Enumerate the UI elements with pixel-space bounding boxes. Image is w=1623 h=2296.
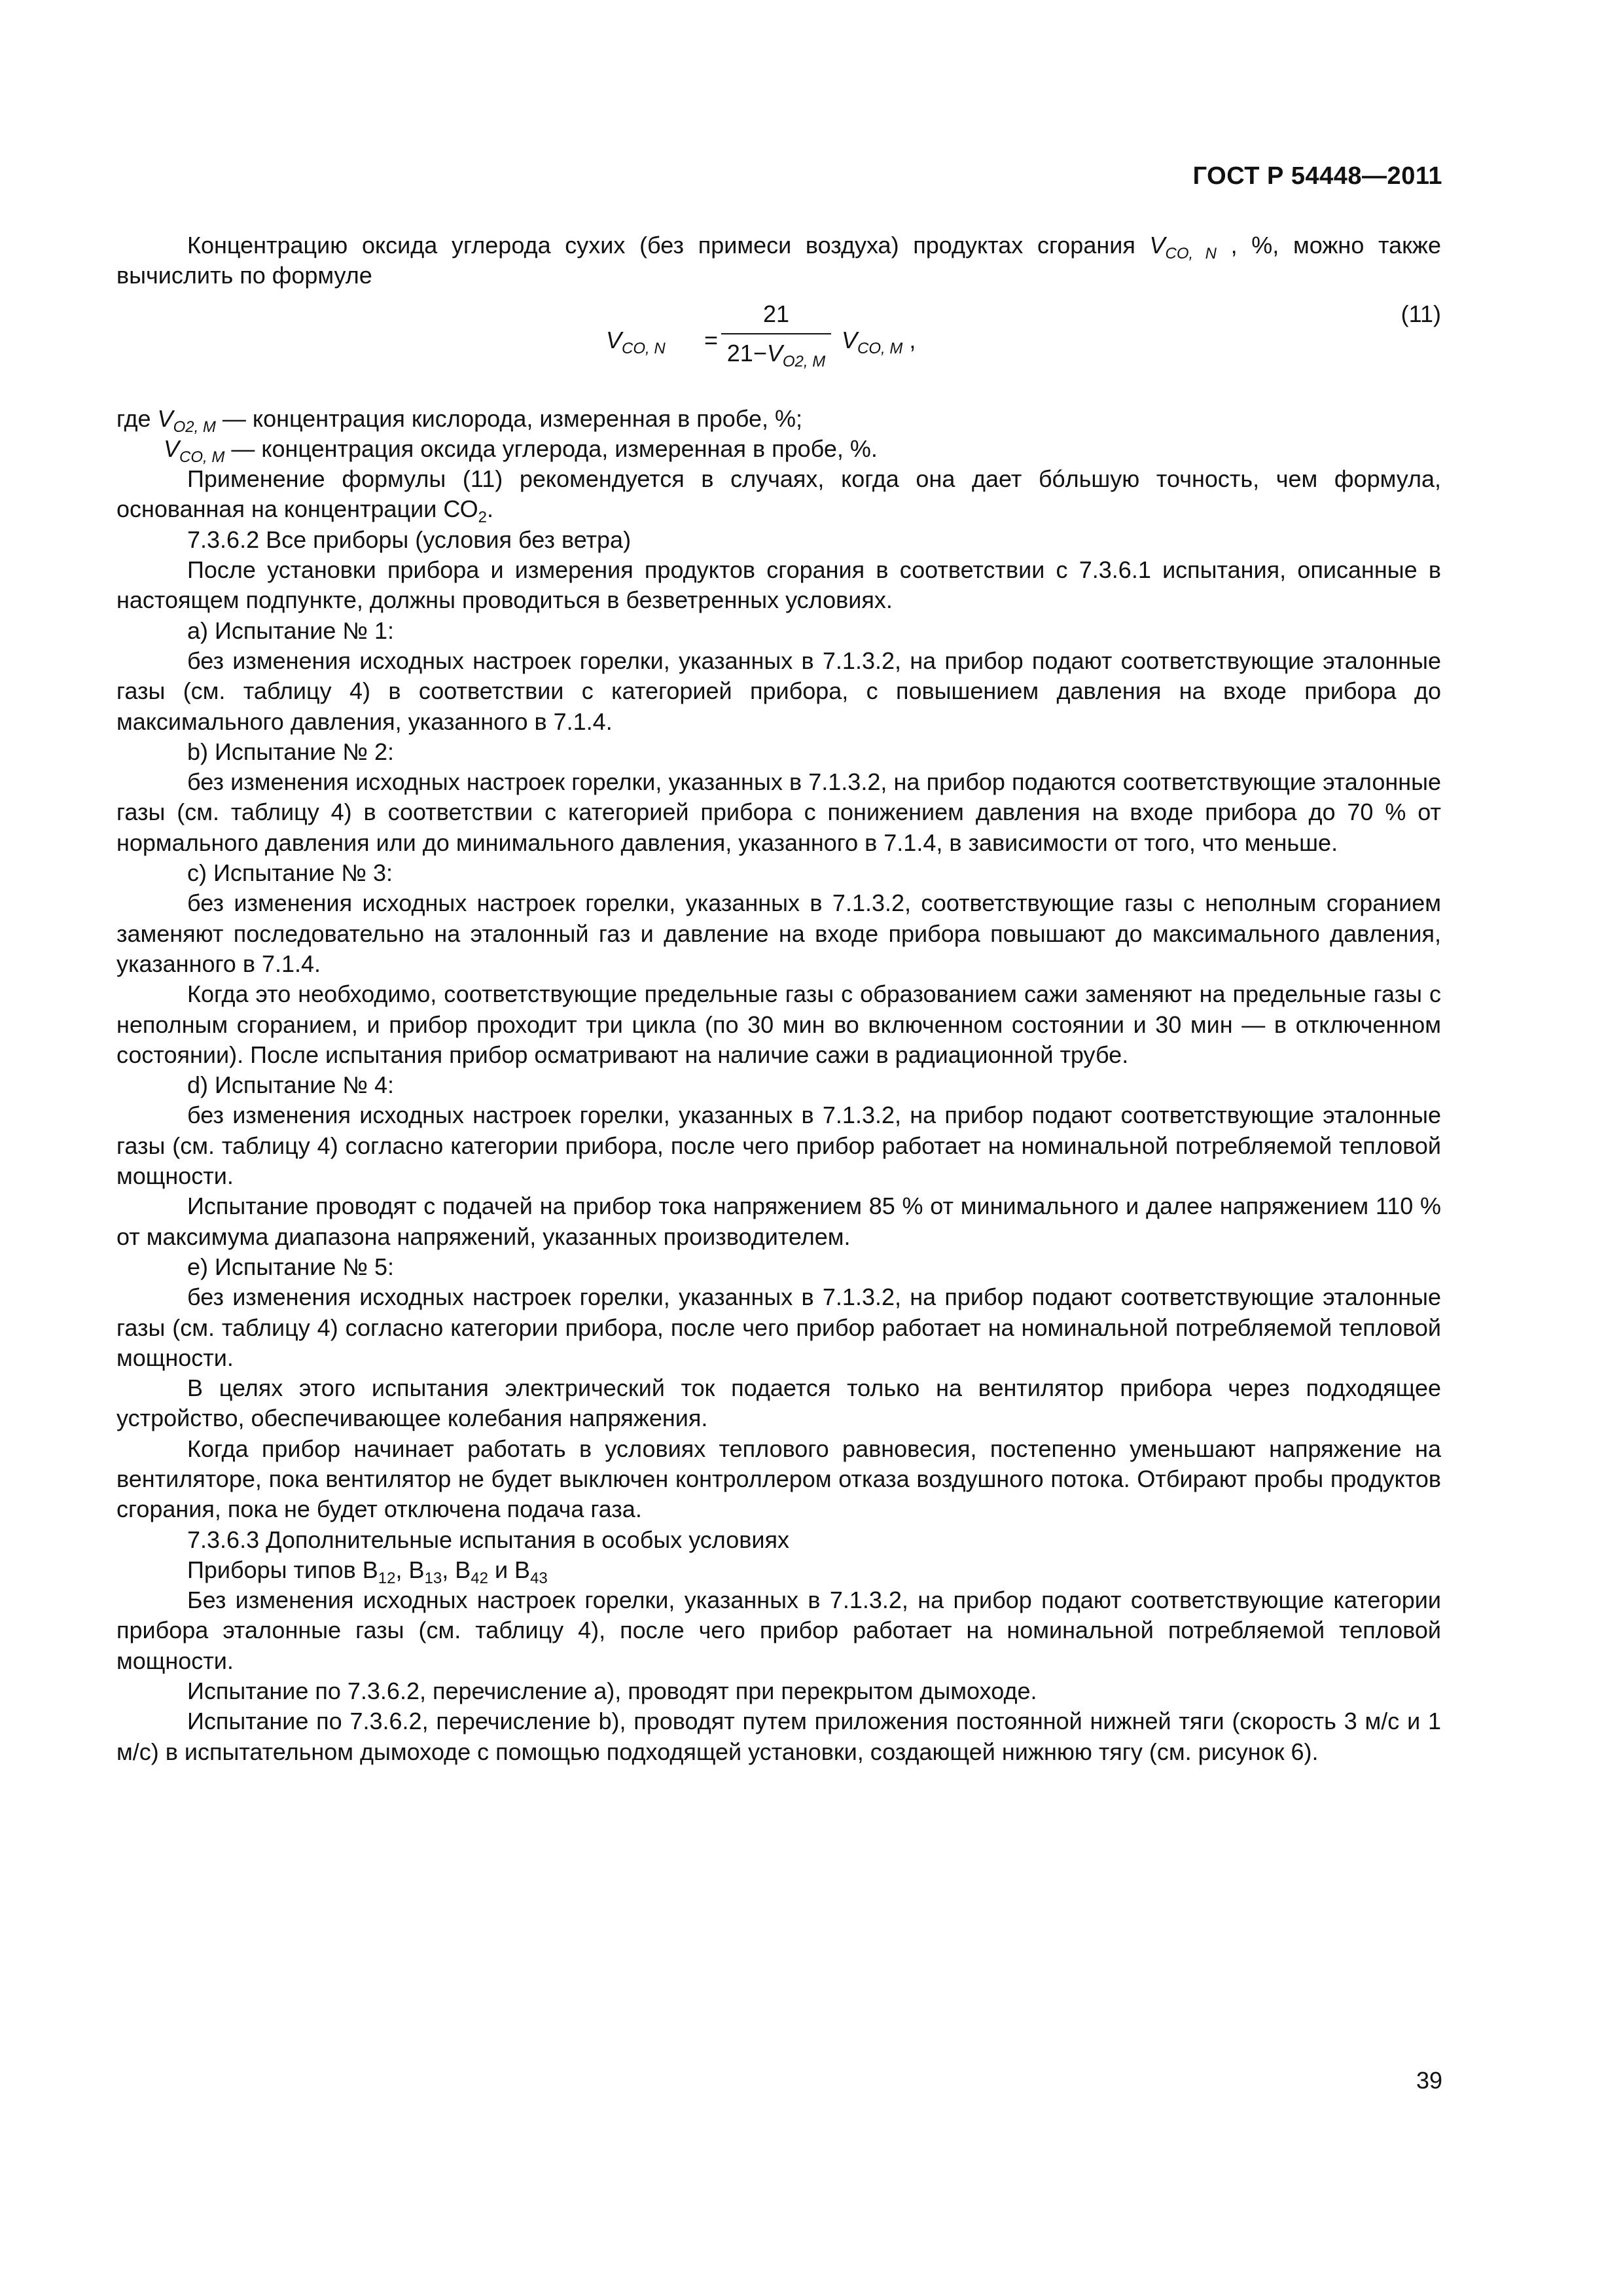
test-c-text: без изменения исходных настроек горелки, указанных в 7.1.3.2, соответствующие газы с неполным сгоранием заменяют последовательно на эталонный газ и давление на входе прибора повышают до максимального давления, указанного в 7.1.4. xyxy=(116,889,1441,977)
test-b-text: без изменения исходных настроек горелки, указанных в 7.1.3.2, на прибор подаются соответствующие эталонные газы (см. таблицу 4) в соответствии с категорией прибора с понижением давления на входе прибора до 70 % от нормального давления или до минимального давления, указанного в 7.1.4, в зависимости от того, что меньше. xyxy=(116,768,1441,856)
intro-paragraph xyxy=(116,230,1441,291)
formula-rhs: $V_{CO, M}$ , xyxy=(842,326,916,357)
formula-11 xyxy=(116,299,1441,382)
body-text xyxy=(116,230,1441,1767)
test-b-title: b) Испытание № 2: xyxy=(187,738,395,765)
test-d-title: d) Испытание № 4: xyxy=(187,1071,395,1099)
legend-line-2: $V_{CO, M}$ — концентрация оксида углерода, измеренная в пробе, %. xyxy=(164,435,878,466)
legend-line-1: где $V_{O2, M}$ — концентрация кислорода, измеренная в пробе, %; xyxy=(116,404,803,436)
fraction-bar xyxy=(721,333,831,334)
test-e-note-1: В целях этого испытания электрический ток подается только на вентилятор прибора через подходящее устройство, обеспечивающее колебания напряжения. xyxy=(116,1374,1441,1432)
test-e-note-2: Когда прибор начинает работать в условиях теплового равновесия, постепенно уменьшают напряжение на вентиляторе, пока вентилятор не будет выключен контроллером отказа воздушного потока. Отбирают пробы продуктов сгорания, пока не будет отключена подача газа. xyxy=(116,1435,1441,1523)
test-e-text: без изменения исходных настроек горелки, указанных в 7.1.3.2, на прибор подают соответствующие эталонные газы (см. таблицу 4) согласно категории прибора, после чего прибор работает на номинальной потребляемой тепловой мощности. xyxy=(116,1283,1441,1371)
section-7363-paragraph-3: Испытание по 7.3.6.2, перечисление b), проводят путем приложения постоянной нижней тяги (скорость 3 м/с и 1 м/с) в испытательном дымоходе с помощью подходящей установки, создающей нижнюю тягу (см. рисунок 6). xyxy=(116,1708,1441,1765)
section-7363-title: 7.3.6.3 Дополнительные испытания в особых условиях xyxy=(187,1526,789,1553)
page-number: 39 xyxy=(1416,2067,1442,2094)
test-c-note: Когда это необходимо, соответствующие предельные газы с образованием сажи заменяют на предельные газы с неполным сгоранием, и прибор проходит три цикла (по 30 мин во включенном состоянии и 30 мин — в отключенном состоянии). После испытания прибор осматривают на наличие сажи в радиационной трубе. xyxy=(116,980,1441,1068)
formula-equals: = xyxy=(704,326,719,353)
section-7362-intro: После установки прибора и измерения продуктов сгорания в соответствии с 7.3.6.1 испытания, описанные в настоящем подпункте, должны проводиться в безветренных условиях. xyxy=(116,556,1441,614)
section-7363-paragraph-2: Испытание по 7.3.6.2, перечисление а), проводят при перекрытом дымоходе. xyxy=(187,1677,1037,1705)
test-a-title: а) Испытание № 1: xyxy=(187,617,395,644)
test-c-title: с) Испытание № 3: xyxy=(187,859,393,887)
test-e-title: е) Испытание № 5: xyxy=(187,1253,395,1280)
formula-fraction xyxy=(721,299,831,368)
intro-text: Концентрацию оксида углерода сухих (без примеси воздуха) продуктах сгорания xyxy=(187,232,1150,259)
formula-lhs: $V_{CO, N}$ xyxy=(606,326,666,357)
intro-var: V xyxy=(1149,232,1166,259)
test-d-note: Испытание проводят с подачей на прибор тока напряжением 85 % от минимального и далее напряжением 110 % от максимума диапазона напряжений, указанных производителем. xyxy=(116,1193,1441,1250)
application-paragraph: Применение формулы (11) рекомендуется в случаях, когда она дает бóльшую точность, чем формула, основанная на концентрации $СО_2$. xyxy=(116,465,1441,527)
formula-denominator: $21-V_{O2, M}$ xyxy=(726,339,826,370)
test-d-text: без изменения исходных настроек горелки, указанных в 7.1.3.2, на прибор подают соответствующие эталонные газы (см. таблицу 4) согласно категории прибора, после чего прибор работает на номинальной потребляемой тепловой мощности. xyxy=(116,1102,1441,1190)
intro-var-sub: CO, N xyxy=(1165,245,1217,262)
section-7362-title: 7.3.6.2 Все приборы (условия без ветра) xyxy=(187,526,632,553)
standard-header: ГОСТ Р 54448—2011 xyxy=(1192,162,1442,190)
section-7363-paragraph-1: Без изменения исходных настроек горелки, указанных в 7.1.3.2, на прибор подают соответствующие категории прибора эталонные газы (см. таблицу 4), после чего прибор работает на номинальной потребляемой тепловой мощности. xyxy=(116,1587,1441,1674)
intro-text-end: , %, можно также вычислить по формуле xyxy=(116,232,1441,289)
test-a-text: без изменения исходных настроек горелки, указанных в 7.1.3.2, на прибор подают соответствующие эталонные газы (см. таблицу 4) в соответствии с категорией прибора, с повышением давления на входе прибора до максимального давления, указанного в 7.1.4. xyxy=(116,647,1441,735)
section-7363-types: Приборы типов $В_{12}$, $В_{13}$, $В_{42}$ и $В_{43}$ xyxy=(187,1556,548,1587)
formula-numerator: 21 xyxy=(762,300,790,327)
formula-number: (11) xyxy=(1400,300,1441,327)
